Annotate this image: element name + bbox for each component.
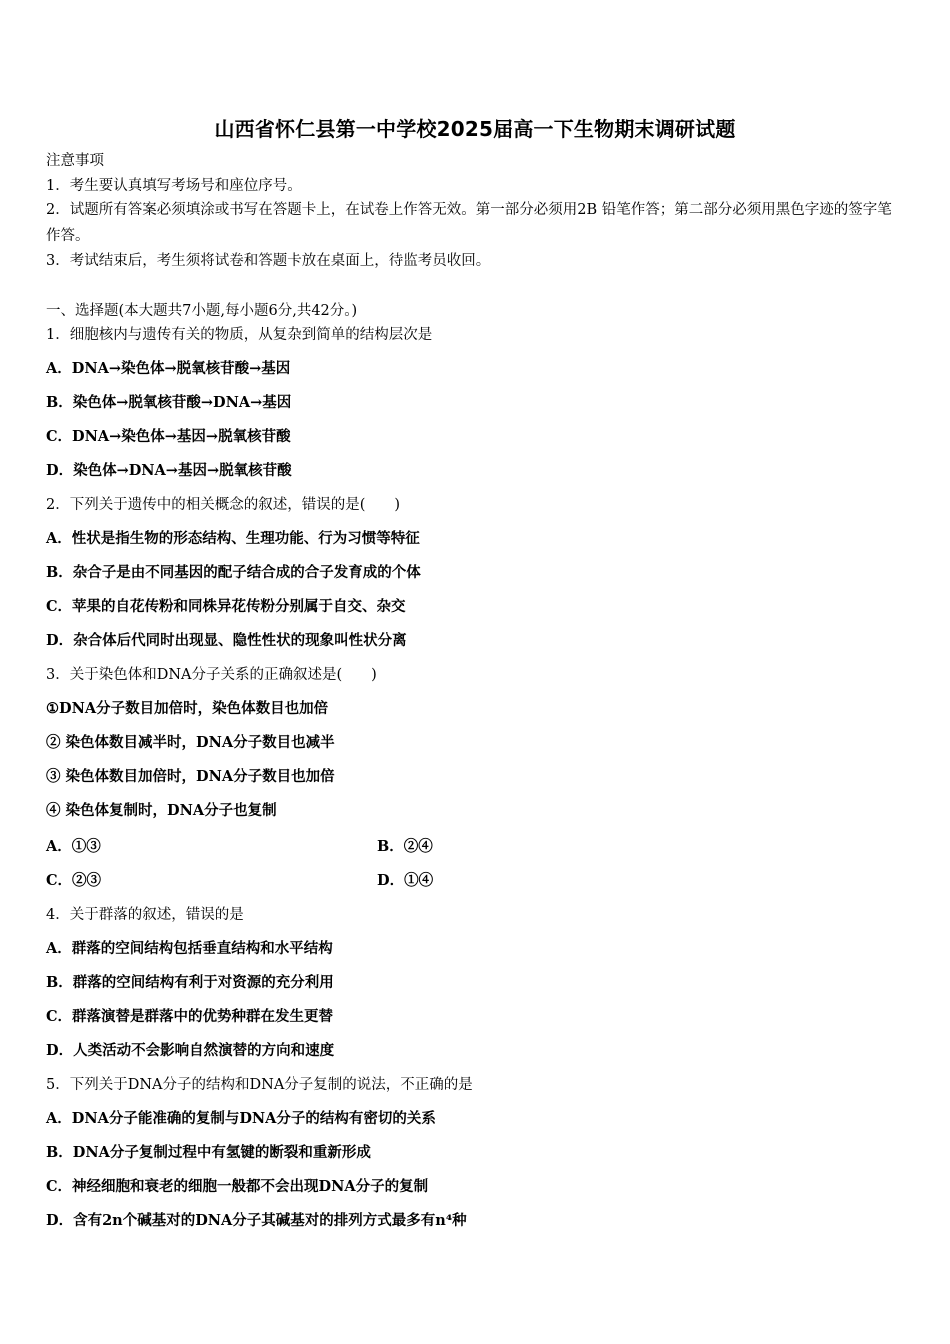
question-statement: ③ 染色体数目加倍时，DNA分子数目也加倍: [46, 768, 335, 785]
answer-option: D．人类活动不会影响自然演替的方向和速度: [46, 1042, 335, 1059]
answer-option: A．DNA→染色体→脱氧核苷酸→基因: [46, 360, 291, 377]
question-statement: ①DNA分子数目加倍时，染色体数目也加倍: [46, 700, 329, 717]
question-stem: 5．下列关于DNA分子的结构和DNA分子复制的说法，不正确的是: [46, 1077, 473, 1093]
answer-option: A．群落的空间结构包括垂直结构和水平结构: [46, 940, 333, 957]
answer-option: D．①④: [377, 872, 434, 889]
answer-option: B．杂合子是由不同基因的配子结合成的合子发育成的个体: [46, 564, 421, 581]
answer-option: A．①③: [46, 838, 101, 855]
answer-option: B．②④: [377, 838, 433, 855]
question-statement: ④ 染色体复制时，DNA分子也复制: [46, 802, 277, 819]
answer-option: A．性状是指生物的形态结构、生理功能、行为习惯等特征: [46, 530, 420, 547]
answer-option: C．②③: [46, 872, 102, 889]
answer-option: D．染色体→DNA→基因→脱氧核苷酸: [46, 462, 292, 479]
question-stem: 2．下列关于遗传中的相关概念的叙述，错误的是( ): [46, 497, 401, 513]
answer-option: C．苹果的自花传粉和同株异花传粉分别属于自交、杂交: [46, 598, 406, 615]
answer-option: B．染色体→脱氧核苷酸→DNA→基因: [46, 394, 292, 411]
answer-option: C．神经细胞和衰老的细胞一般都不会出现DNA分子的复制: [46, 1178, 429, 1195]
answer-option: A．DNA分子能准确的复制与DNA分子的结构有密切的关系: [46, 1110, 436, 1127]
page-title: 山西省怀仁县第一中学校2025届高一下生物期末调研试题: [214, 117, 736, 141]
question-stem: 1．细胞核内与遗传有关的物质，从复杂到简单的结构层次是: [46, 327, 433, 343]
notice-item: 3．考试结束后，考生须将试卷和答题卡放在桌面上，待监考员收回。: [46, 253, 491, 269]
answer-option: B．DNA分子复制过程中有氢键的断裂和重新形成: [46, 1144, 371, 1161]
answer-option: C．群落演替是群落中的优势种群在发生更替: [46, 1008, 334, 1025]
answer-option: D．杂合体后代同时出现显、隐性性状的现象叫性状分离: [46, 632, 407, 649]
question-stem: 4．关于群落的叙述，错误的是: [46, 907, 244, 923]
notice-item: 2．试题所有答案必须填涂或书写在答题卡上，在试卷上作答无效。第一部分必须用2B 铅笔作答；第二部分必须用黑色字迹的签字笔作答。: [46, 202, 892, 244]
notice-item: 1．考生要认真填写考场号和座位序号。: [46, 178, 302, 194]
question-statement: ② 染色体数目减半时，DNA分子数目也减半: [46, 734, 335, 751]
answer-option: D．含有2n个碱基对的DNA分子其碱基对的排列方式最多有n⁴种: [46, 1212, 467, 1229]
section-heading: 一、选择题(本大题共7小题,每小题6分,共42分。): [46, 303, 358, 319]
answer-option: B．群落的空间结构有利于对资源的充分利用: [46, 974, 334, 991]
question-stem: 3．关于染色体和DNA分子关系的正确叙述是( ): [46, 667, 377, 683]
answer-option: C．DNA→染色体→基因→脱氧核苷酸: [46, 428, 291, 445]
notice-heading: 注意事项: [46, 153, 104, 169]
